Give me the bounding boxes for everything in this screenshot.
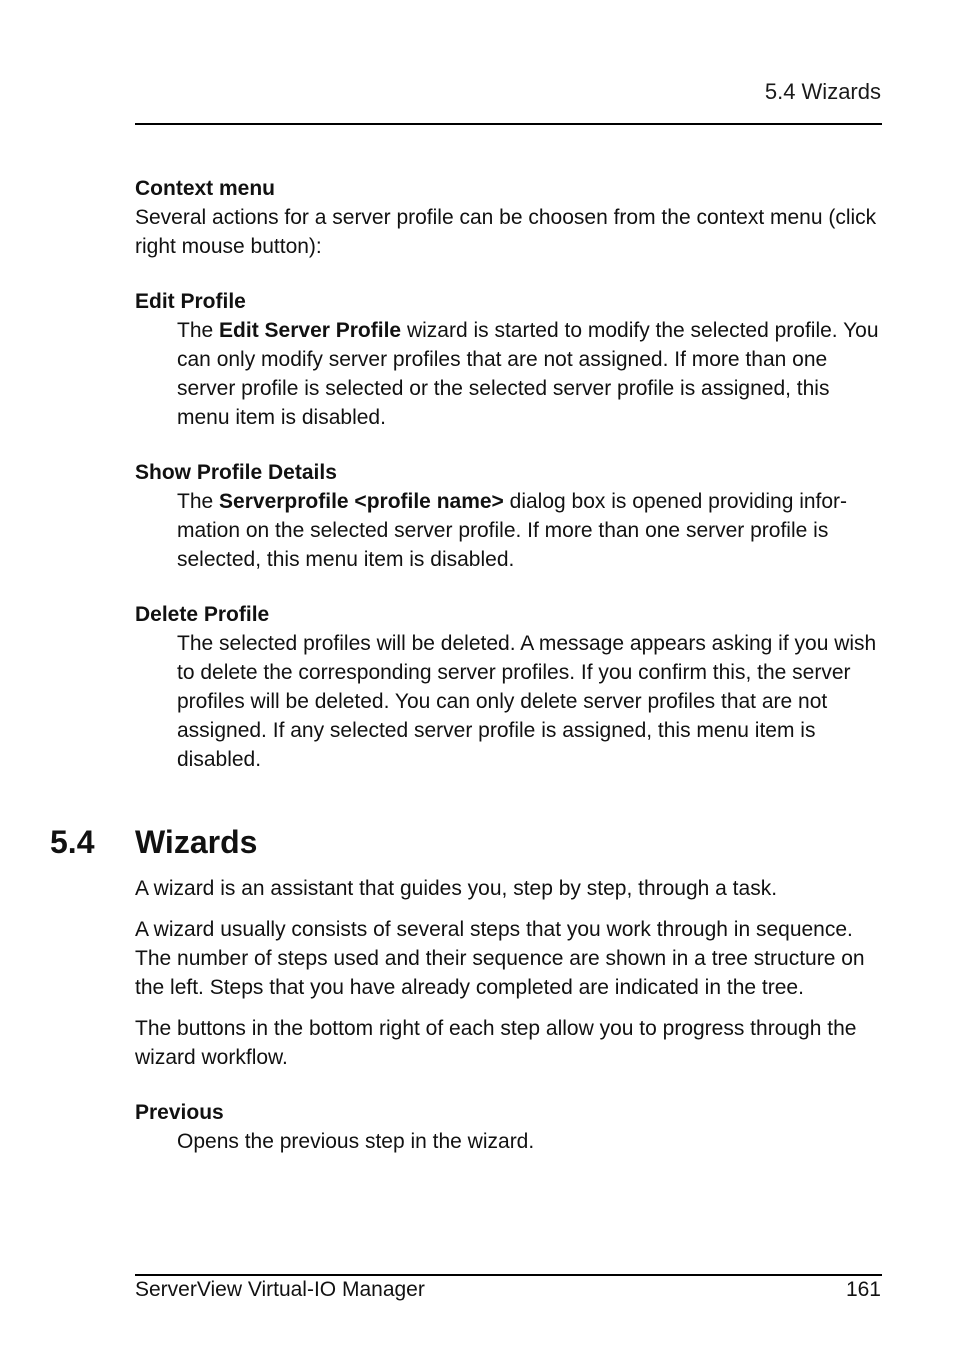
desc-show-profile-details	[177, 487, 885, 574]
definition-delete-profile	[135, 600, 885, 774]
wizards-paragraph: A wizard usually consists of several steps that you work through in sequence. The number of steps used and their sequence are shown in a tree structure on the left. Steps that you have already completed are indicated in the tree.	[135, 918, 865, 999]
desc-delete-profile: The selected profiles will be deleted. A message appears asking if you wish to delete the corresponding server profiles. If you confirm this, the server profiles will be deleted. You can only delete server profiles that are not assigned. If any selected server profile is assigned, this menu item is disabled.	[177, 632, 877, 771]
header-rule	[135, 123, 882, 125]
term-show-profile-details: Show Profile Details	[135, 461, 337, 484]
definition-previous	[135, 1098, 885, 1156]
running-header: 5.4 Wizards	[764, 79, 881, 104]
definition-edit-profile	[135, 287, 885, 432]
term-delete-profile: Delete Profile	[135, 603, 270, 626]
context-menu-section	[135, 174, 885, 774]
term-edit-profile: Edit Profile	[135, 290, 246, 313]
wizards-paragraph: A wizard is an assistant that guides you, step by step, through a task.	[135, 877, 778, 900]
desc-prefix: The	[177, 319, 220, 342]
section-heading	[50, 822, 257, 862]
term-previous: Previous	[135, 1101, 224, 1124]
desc-prefix: The	[177, 490, 220, 513]
wizards-paragraph: The buttons in the bottom right of each step allow you to progress through the wizard workflow.	[135, 1017, 857, 1069]
footer-product-name: ServerView Virtual-IO Manager	[135, 1278, 425, 1301]
context-menu-intro: Several actions for a server profile can be choosen from the context menu (click right mouse button):	[135, 206, 877, 258]
wizards-section-body	[135, 874, 885, 1156]
desc-suffix: dialog box is opened providing infor-mation on the selected server profile. If more than one server profile is selected, this menu item is disabled.	[177, 490, 848, 571]
footer-page-number: 161	[845, 1278, 881, 1301]
context-menu-heading: Context menu	[135, 177, 276, 200]
section-title: Wizards	[135, 824, 258, 860]
desc-bold: Serverprofile <profile name>	[219, 490, 504, 513]
desc-suffix: wizard is started to modify the selected profile. You can only modify server profiles that are not assigned. If more than one server profile is selected or the selected server profile is assigned, this menu item is disabled.	[177, 319, 879, 429]
section-number: 5.4	[50, 824, 95, 860]
desc-previous: Opens the previous step in the wizard.	[177, 1130, 535, 1153]
desc-bold: Edit Server Profile	[219, 319, 402, 342]
definition-show-profile-details	[135, 458, 885, 574]
desc-edit-profile	[177, 316, 885, 432]
